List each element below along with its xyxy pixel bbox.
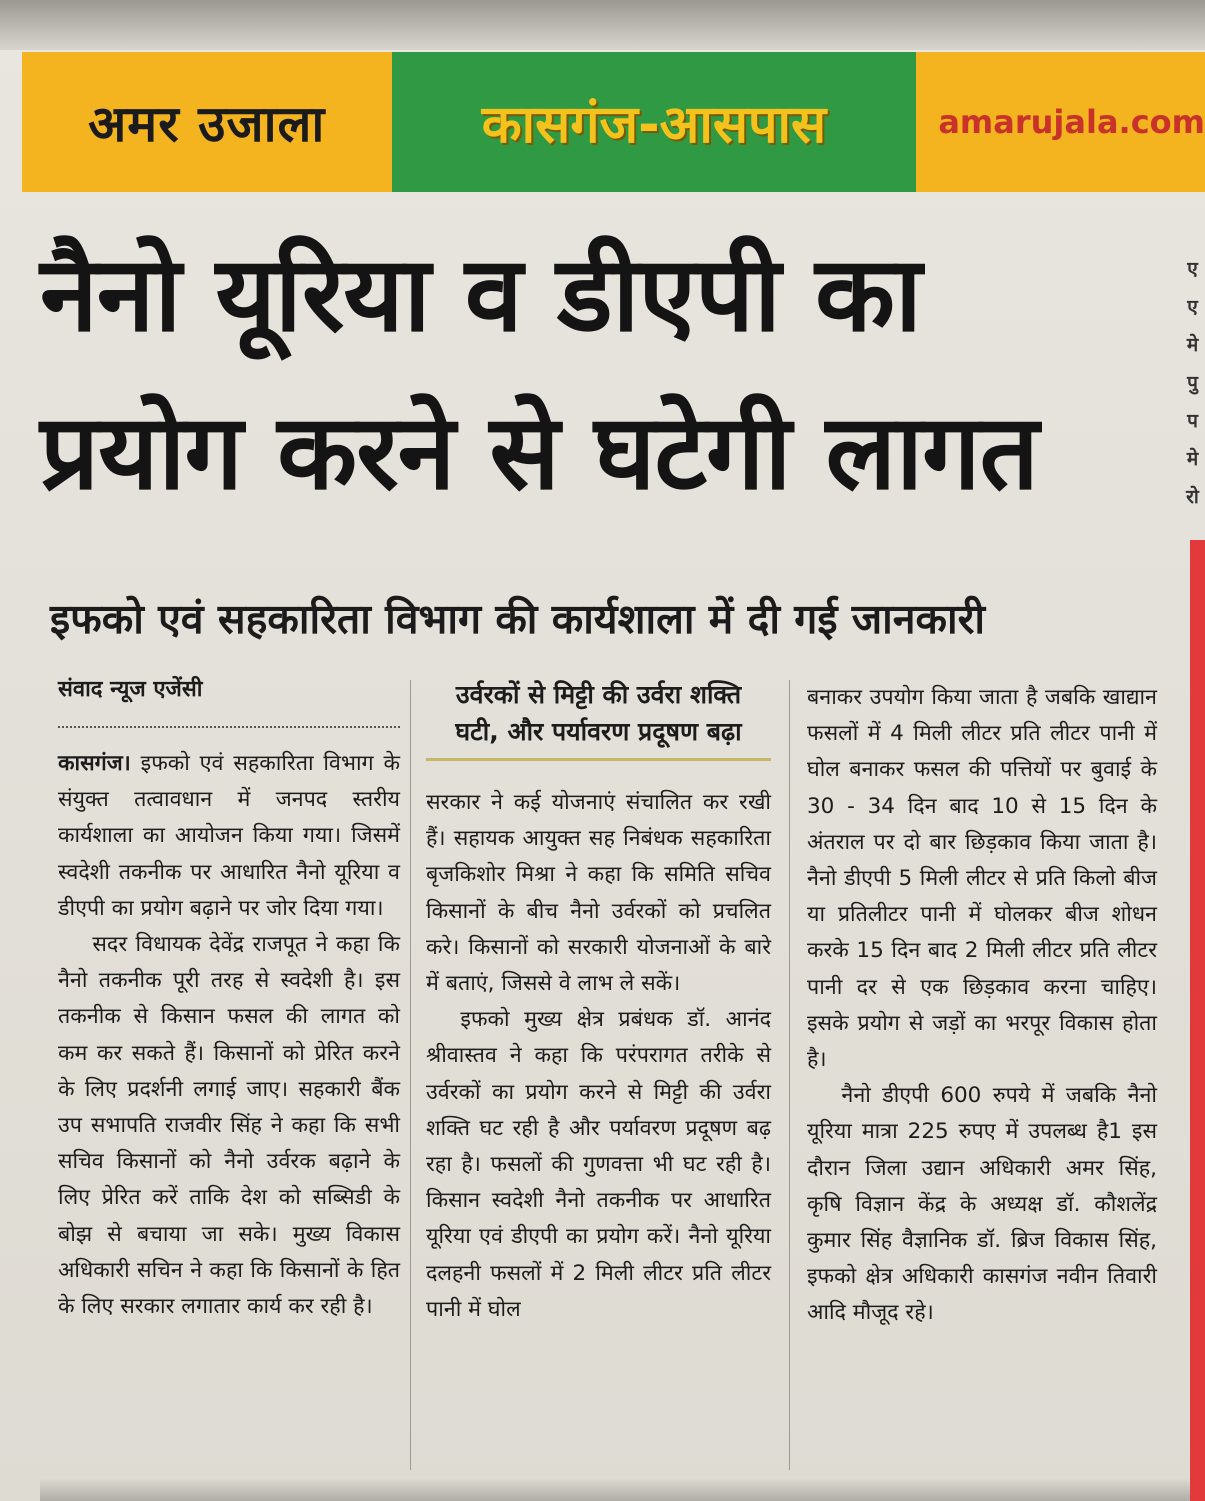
bleed-char: रो (1186, 486, 1199, 508)
column-3-paragraph-1: बनाकर उपयोग किया जाता है जबकि खाद्यान फसलों में 4 मिली लीटर प्रति लीटर पानी में घोल बनाकर फसल की पत्तियों पर बुवाई के 30 - 34 दिन बाद 10 से 15 दिन के अंतराल पर दो बार छिड़काव किया जाता है। नैनो डीएपी 5 मिली लीटर से प्रति किलो बीज या प्रतिलीटर पानी में घोलकर बीज शोधन करके 15 दिन बाद 2 मिली लीटर प्रति लीटर पानी दर से एक छिड़काव करना चाहिए। इसके प्रयोग से जड़ों का भरपूर विकास होता है। (807, 685, 1157, 1073)
bleed-char: ए (1187, 296, 1198, 318)
column-1-paragraph-2: सदर विधायक देवेंद्र राजपूत ने कहा कि नैनो तकनीक पूरी तरह से स्वदेशी है। इस तकनीक से किसान फसल की लागत को कम कर सकते हैं। किसानों को प्रेरित करने के लिए प्रदर्शनी लगाई जाए। सहकारी बैंक उप सभापति राजवीर सिंह ने कहा कि सभी सचिव किसानों को नैनो उर्वरक बढ़ाने के लिए प्रेरित करें ताकि देश को सब्सिडी के बोझ से बचाया जा सके। मुख्य विकास अधिकारी सचिन ने कहा कि किसानों के हित के लिए सरकार लगातार कार्य कर रही है। (58, 932, 400, 1320)
bleed-char: मे (1186, 334, 1199, 356)
bleed-char: मे (1186, 448, 1199, 470)
column-1-paragraph-1 (58, 746, 400, 927)
article-column-3 (807, 680, 1157, 1332)
article-column-2 (426, 670, 771, 1328)
byline: संवाद न्यूज एजेंसी (58, 670, 400, 728)
newspaper-brand: अमर उजाला (22, 52, 392, 192)
website-url: amarujala.com (916, 52, 1205, 192)
adjacent-red-border (1190, 540, 1205, 1501)
section-banner (392, 52, 917, 192)
subheadline: इफको एवं सहकारिता विभाग की कार्यशाला में दी गई जानकारी (50, 595, 986, 643)
column-2-heading: उर्वरकों से मिट्टी की उर्वरा शक्ति घटी, और पर्यावरण प्रदूषण बढ़ा (426, 670, 771, 761)
adjacent-article-fragment (1180, 250, 1205, 516)
next-article-fragment (40, 1478, 1190, 1501)
column-divider (410, 680, 411, 1470)
column-divider (789, 680, 790, 1470)
bleed-char: पु (1187, 372, 1198, 394)
bleed-char: ए (1187, 258, 1198, 280)
article-column-1 (58, 670, 400, 1325)
headline-line-1: नैनो यूरिया व डीएपी का (40, 233, 921, 355)
headline (40, 215, 1160, 531)
section-title: कासगंज-आसपास (481, 94, 827, 155)
paragraph-text: इफको एवं सहकारिता विभाग के संयुक्त तत्वावधान में जनपद स्तरीय कार्यशाला का आयोजन किया गया। जिसमें स्वदेशी तकनीक पर आधारित नैनो यूरिया व डीएपी का प्रयोग बढ़ाने पर जोर दिया गया। (58, 751, 400, 921)
top-shadow (0, 0, 1205, 50)
masthead (22, 52, 1205, 192)
bleed-char: प (1187, 410, 1198, 432)
column-2-paragraph-2: इफको मुख्य क्षेत्र प्रबंधक डॉ. आनंद श्रीवास्तव ने कहा कि परंपरागत तरीके से उर्वरकों का प्रयोग करने से मिट्टी की उर्वरा शक्ति घट रही है और पर्यावरण प्रदूषण बढ़ रहा है। फसलों की गुणवत्ता भी घट रही है। किसान स्वदेशी नैनो तकनीक पर आधारित यूरिया एवं डीएपी का प्रयोग करें। नैनो यूरिया दलहनी फसलों में 2 मिली लीटर प्रति लीटर पानी में घोल (426, 1007, 771, 1322)
column-2-paragraph-1: सरकार ने कई योजनाएं संचालित कर रखी हैं। सहायक आयुक्त सह निबंधक सहकारिता बृजकिशोर मिश्रा ने कहा कि समिति सचिव किसानों के बीच नैनो उर्वरकों को प्रचलित करे। किसानों को सरकारी योजनाओं के बारे में बताएं, जिससे वे लाभ ले सकें। (426, 790, 771, 997)
dateline: कासगंज। (58, 751, 131, 776)
headline-line-2: प्रयोग करने से घटेगी लागत (40, 391, 1038, 513)
column-3-paragraph-2: नैनो डीएपी 600 रुपये में जबकि नैनो यूरिया मात्रा 225 रुपए में उपलब्ध है1 इस दौरान जिला उद्यान अधिकारी अमर सिंह, कृषि विज्ञान केंद्र के अध्यक्ष डॉ. कौशलेंद्र कुमार सिंह वैज्ञानिक डॉ. ब्रिज विकास सिंह, इफको क्षेत्र अधिकारी कासगंज नवीन तिवारी आदि मौजूद रहे। (807, 1083, 1157, 1326)
